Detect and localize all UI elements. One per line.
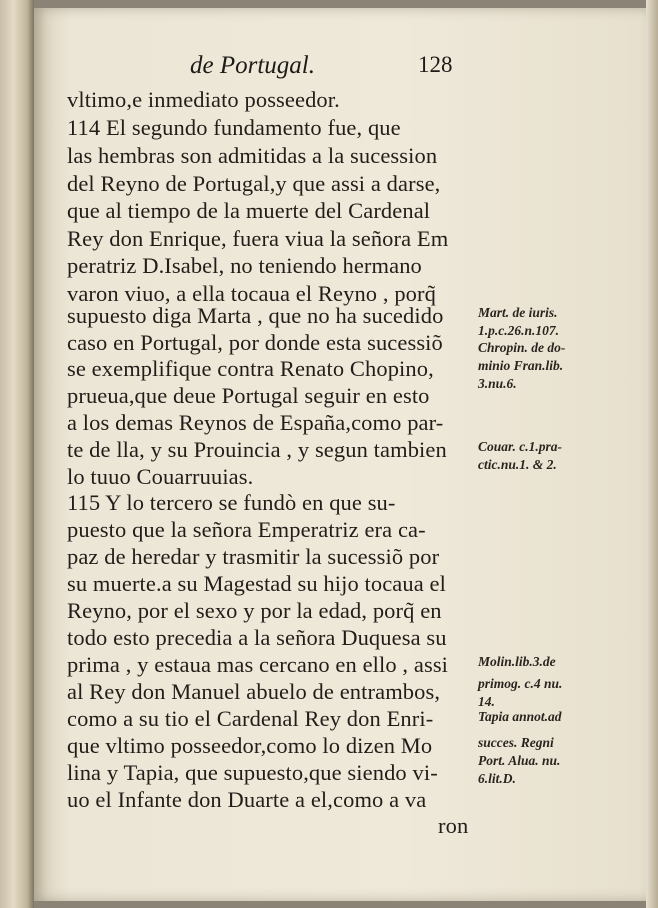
header-title: de Portugal. <box>190 52 315 79</box>
text-line: 114 El segundo fundamento fue, que <box>67 115 401 140</box>
text-line: Reyno, por el sexo y por la edad, porq̃ en <box>67 598 442 623</box>
text-line: del Reyno de Portugal,y que assi a darse, <box>67 171 441 196</box>
text-line: puesto que la señora Emperatriz era ca- <box>67 517 426 542</box>
text-line: peratriz D.Isabel, no teniendo hermano <box>67 253 422 278</box>
text-line: te de lla, y su Prouincia , y segun tambien <box>67 437 447 462</box>
margin-note: minio Fran.lib. <box>478 358 564 373</box>
margin-note: 6.lit.D. <box>478 771 516 786</box>
page-number: 128 <box>418 52 453 77</box>
text-line: su muerte.a su Magestad su hijo tocaua el <box>67 571 446 596</box>
text-line: que vltimo posseedor,como lo dizen Mo <box>67 733 433 758</box>
book-gutter <box>0 0 34 908</box>
page-edge <box>646 0 658 908</box>
margin-note: Couar. c.1.pra- <box>478 439 563 454</box>
text-line: las hembras son admitidas a la sucession <box>67 143 438 168</box>
margin-note: Mart. de iuris. <box>478 305 558 320</box>
text-line: prima , y estaua mas cercano en ello , assi <box>67 652 449 677</box>
text-line: a los demas Reynos de España,como par- <box>67 410 444 435</box>
margin-note: Tapia annot.ad <box>478 709 562 724</box>
running-header <box>190 50 470 84</box>
text-line: vltimo,e inmediato posseedor. <box>67 87 340 112</box>
margin-note: ctic.nu.1. & 2. <box>478 457 557 472</box>
text-line: se exemplifique contra Renato Chopino, <box>67 356 434 381</box>
margin-note: succes. Regni <box>478 735 554 750</box>
text-line: caso en Portugal, por donde esta sucessiõ <box>67 330 443 355</box>
catchword: ron <box>438 813 469 838</box>
margin-note: Port. Alua. nu. <box>478 753 561 768</box>
text-line: prueua,que deue Portugal seguir en esto <box>67 383 430 408</box>
text-line: supuesto diga Marta , que no ha sucedido <box>67 303 444 328</box>
text-line: que al tiempo de la muerte del Cardenal <box>67 198 431 223</box>
margin-note: primog. c.4 nu. <box>478 676 563 691</box>
margin-note: Molin.lib.3.de <box>478 654 556 669</box>
text-line: como a su tio el Cardenal Rey don Enri- <box>67 706 434 731</box>
text-line: uo el Infante don Duarte a el,como a va <box>67 787 427 812</box>
margin-note: Chropin. de do- <box>478 340 566 355</box>
margin-note: 1.p.c.26.n.107. <box>478 323 559 338</box>
text-line: Rey don Enrique, fuera viua la señora Em <box>67 226 449 251</box>
text-line: varon viuo, a ella tocaua el Reyno , porq̃ <box>67 281 436 306</box>
text-line: todo esto precedia a la señora Duquesa su <box>67 625 447 650</box>
margin-note: 14. <box>478 694 495 709</box>
text-line: al Rey don Manuel abuelo de entrambos, <box>67 679 441 704</box>
text-line: 115 Y lo tercero se fundò en que su- <box>67 490 396 515</box>
text-line: lina y Tapia, que supuesto,que siendo vi- <box>67 760 438 785</box>
text-line: lo tuuo Couarruuias. <box>67 464 254 489</box>
text-line: paz de heredar y trasmitir la sucessiõ por <box>67 544 440 569</box>
margin-note: 3.nu.6. <box>478 376 517 391</box>
